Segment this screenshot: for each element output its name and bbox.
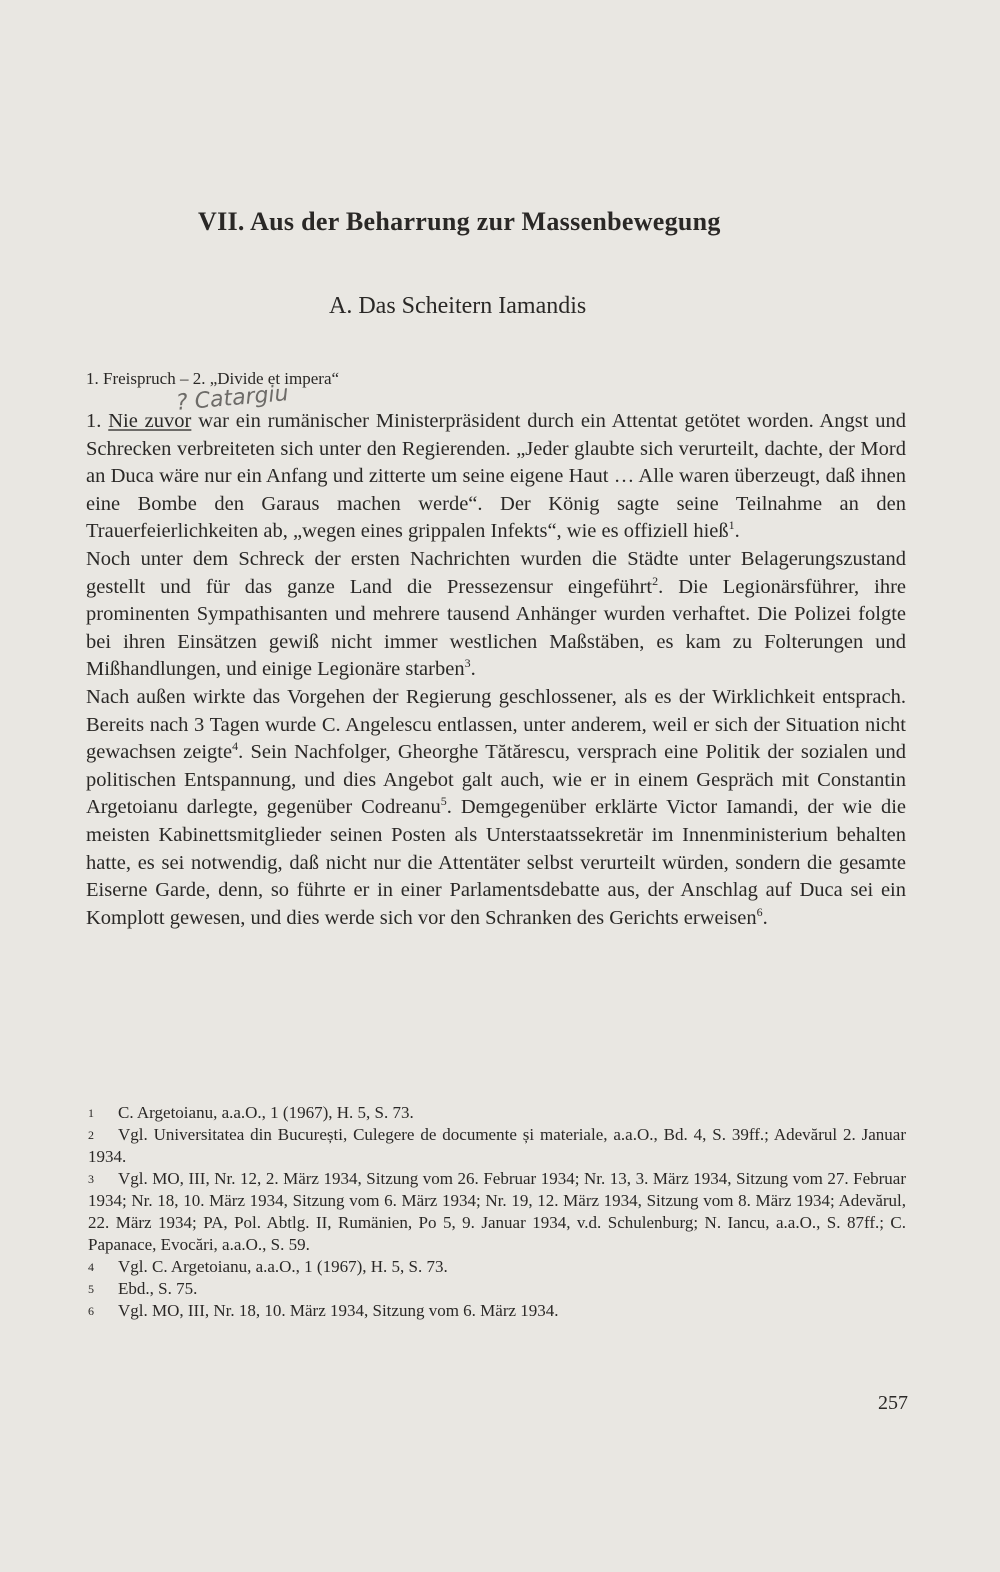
footnote: 2 Vgl. Universitatea din București, Culegere de documente și materiale, a.a.O., Bd. 4, S. 39ff.; Adevărul 2. Januar 1934. — [88, 1125, 906, 1166]
underlined-phrase: Nie zuvor — [108, 410, 192, 432]
paragraph-2: Noch unter dem Schreck der ersten Nachrichten wurden die Städte unter Belagerungszustand gestellt und für das ganze Land die Pressezensur eingeführt$^2$. Die Legionärsführer, ihre prominenten Sympathisanten und mehrere tausend Anhänger wurden verhaftet. Die Polizei folgte bei ihren Einsätzen gewiß nicht immer westlichen Maßstäben, es kam zu Folterungen und Mißhandlungen, und einige Legionäre starben$^3$. — [86, 547, 906, 681]
footnote-ref: 4 — [232, 739, 239, 754]
paragraph-3: Nach außen wirkte das Vorgehen der Regierung geschlossener, als es der Wirklichkeit entsprach. Bereits nach 3 Tagen wurde C. Angelescu entlassen, unter anderem, weil er sich der Situation nicht gewachsen zeigte$^4$. Sein Nachfolger, Gheorghe Tătărescu, versprach eine Politik der sozialen und politischen Entspannung, und dies Angebot galt auch, wie er in einem Gespräch mit Constantin Argetoianu darlegte, gegenüber Codreanu$^5$. Demgegenüber erklärte Victor Iamandi, der wie die meisten Kabinettsmitglieder seinen Posten als Unterstaatssekretär im Innenministerium behalten hatte, es sei notwendig, daß nicht nur die Attentäter selbst verurteilt würden, sondern die gesamte Eiserne Garde, denn, so führte er in einer Parlamentsdebatte aus, der Anschlag auf Duca sei ein Komplott gewesen, und dies werde sich vor den Schranken des Gerichts erweisen$^6$. — [86, 685, 906, 929]
footnote: 6 Vgl. MO, III, Nr. 18, 10. März 1934, Sitzung vom 6. März 1934. — [88, 1301, 559, 1320]
footnote-ref: 6 — [756, 904, 763, 919]
footnote-ref: 2 — [652, 573, 659, 588]
footnote: 4 Vgl. C. Argetoianu, a.a.O., 1 (1967), H. 5, S. 73. — [88, 1257, 448, 1276]
section-subheading: 1. Freispruch – 2. „Divide et impera“ — [86, 369, 340, 388]
footnote-ref: 5 — [440, 794, 447, 809]
page-number: 257 — [878, 1392, 908, 1414]
footnotes — [88, 1102, 906, 1322]
footnote: 1 C. Argetoianu, a.a.O., 1 (1967), H. 5, S. 73. — [88, 1103, 414, 1122]
footnote-ref: 1 — [728, 518, 735, 533]
chapter-title: VII. Aus der Beharrung zur Massenbewegung — [198, 207, 721, 236]
section-title: A. Das Scheitern Iamandis — [329, 293, 587, 319]
footnote: 3 Vgl. MO, III, Nr. 12, 2. März 1934, Sitzung vom 26. Februar 1934; Nr. 13, 3. März 1934, Sitzung vom 27. Februar 1934; Nr. 18, 10. März 1934, Sitzung vom 6. März 1934; Nr. 19, 12. März 1934, Sitzung vom 8. März 1934; Adevărul, 22. März 1934; PA, Pol. Abtlg. II, Rumänien, Po 5, 9. Januar 1934, v.d. Schulenburg; N. Iancu, a.a.O., S. 87ff.; C. Papanace, Evocări, a.a.O., S. 59. — [88, 1169, 906, 1254]
footnote-ref: 3 — [464, 656, 471, 671]
paragraph-1: 1. Nie zuvor war ein rumänischer Ministerpräsident durch ein Attentat getötet worden. Angst und Schrecken verbreiteten sich unter den Regierenden. „Jeder glaubte sich verurteilt, dachte, der Mord an Duca wäre nur ein Anfang und zitterte um seine eigene Haut … Alle waren überzeugt, daß ihnen eine Bombe den Garaus machen werde“. Der König sagte seine Teilnahme an den Trauerfeierlichkeiten ab, „wegen eines grippalen Infekts“, wie es offiziell hieß$^1$. — [86, 410, 906, 543]
footnote: 5 Ebd., S. 75. — [88, 1279, 198, 1298]
body-text — [86, 408, 906, 932]
handwritten-annotation: ? Catargiu — [175, 381, 290, 416]
